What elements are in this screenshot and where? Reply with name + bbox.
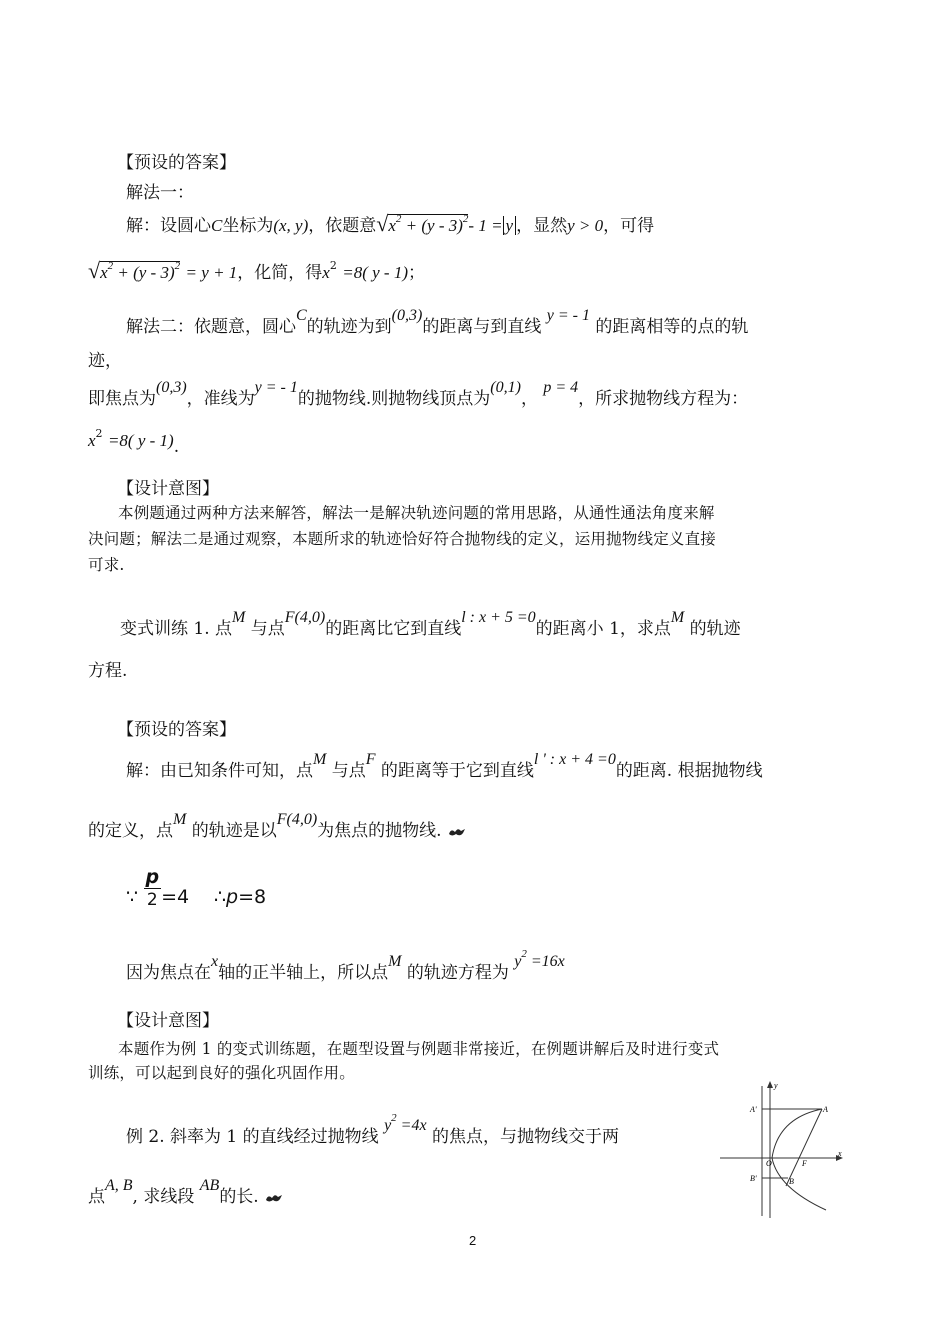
answer-2-formula xyxy=(126,866,266,916)
text: 的轨迹为到 xyxy=(306,317,392,337)
math: p xyxy=(226,886,239,908)
math: C xyxy=(296,307,307,324)
math: =4 xyxy=(161,886,190,908)
exercise-1-line-1 xyxy=(120,609,741,641)
text: . xyxy=(173,437,180,457)
design-1-line-2: 决问题；解法二是通过观察，本题所求的轨迹恰好符合抛物线的定义，运用抛物线定义直接 xyxy=(88,530,717,548)
text: 的轨迹 xyxy=(689,619,741,639)
text: 即焦点为 xyxy=(88,389,156,409)
text: 变式训练 1. 点 xyxy=(120,619,233,639)
text: ，依题意 xyxy=(308,216,377,236)
denominator: 2 xyxy=(146,890,158,910)
answer-2-line-4 xyxy=(126,948,565,986)
math: F(4,0) xyxy=(276,811,318,828)
text: 的距离相等的点的轨 xyxy=(595,317,749,337)
sup: 2 xyxy=(174,260,181,272)
y-axis-arrow xyxy=(767,1081,773,1088)
page-number: 2 xyxy=(469,1233,477,1248)
sup: 2 xyxy=(521,948,527,960)
text: 的轨迹是以 xyxy=(191,821,277,841)
text: , 求线段 xyxy=(132,1187,195,1207)
exercise-1-line-2: 方程. xyxy=(88,661,128,681)
method-2-line-4 xyxy=(88,427,180,457)
design-1-line-3: 可求. xyxy=(88,556,125,574)
math: M xyxy=(173,811,187,828)
decorative-glyph-icon xyxy=(447,826,467,838)
math: =4x xyxy=(400,1117,427,1134)
answer-2-line-1 xyxy=(126,751,763,783)
abs-y: y xyxy=(503,216,517,235)
math: l ' : x + 4 =0 xyxy=(533,751,616,768)
label-b: B xyxy=(789,1177,794,1186)
fraction-p-over-2 xyxy=(144,866,162,911)
example-2-line-2 xyxy=(88,1177,284,1209)
method-2-line-3 xyxy=(88,379,749,411)
design-2-line-2: 训练，可以起到良好的强化巩固作用。 xyxy=(88,1064,355,1082)
math: = y + 1 xyxy=(185,263,238,282)
math: l : x + 5 =0 xyxy=(461,609,536,626)
label-a-prime: A' xyxy=(750,1105,757,1114)
math: M xyxy=(670,609,685,626)
math: x xyxy=(211,953,219,970)
sup: 2 xyxy=(95,427,103,440)
text: 与点 xyxy=(250,619,285,639)
math: M xyxy=(232,609,246,626)
method-1-line-1 xyxy=(126,213,654,239)
math: - 1 = xyxy=(468,216,503,235)
decorative-glyph-icon xyxy=(264,1192,284,1204)
text: 的距离. 根据抛物线 xyxy=(615,761,763,781)
math: y = - 1 xyxy=(254,379,298,396)
math: (0,3) xyxy=(391,307,423,324)
label-a: A xyxy=(823,1105,828,1114)
math-coord: (x, y) xyxy=(273,216,309,235)
math: AB xyxy=(199,1177,220,1194)
text: 点 xyxy=(88,1187,105,1207)
text: ，准线为 xyxy=(186,389,255,409)
example-2-line-1 xyxy=(126,1112,619,1150)
math: =8( y - 1) xyxy=(342,263,409,282)
text: 轴的正半轴上，所以点 xyxy=(218,963,389,983)
text: 坐标为 xyxy=(222,216,274,236)
math: A, B xyxy=(105,1177,133,1194)
math: =16x xyxy=(530,953,565,970)
design-heading-1: 【设计意图】 xyxy=(117,479,219,499)
text: ，化简，得 xyxy=(237,263,323,283)
method-2-line-1 xyxy=(126,307,749,339)
sup: 2 xyxy=(462,213,469,225)
text: 的距离等于它到直线 xyxy=(380,761,534,781)
math: y = - 1 xyxy=(546,307,590,324)
text: 解法二：依题意，圆心 xyxy=(126,317,296,337)
math: F(4,0) xyxy=(284,609,326,626)
math: x xyxy=(322,263,330,282)
text: 的距离小 1，求点 xyxy=(535,619,671,639)
sup: 2 xyxy=(107,260,114,272)
math: F xyxy=(365,751,376,768)
sup: 2 xyxy=(395,213,402,225)
text: 的定义，点 xyxy=(88,821,173,841)
label-y: y xyxy=(774,1081,778,1090)
text: ，所求抛物线方程为： xyxy=(578,389,749,409)
math: x xyxy=(88,431,96,450)
math: x xyxy=(388,216,396,235)
parabola-curve xyxy=(772,1109,826,1210)
text: 因为焦点在 xyxy=(126,963,211,983)
sup: 2 xyxy=(329,259,337,272)
math-c: C xyxy=(211,216,223,235)
text: ， xyxy=(520,389,538,409)
method-1-title: 解法一： xyxy=(126,183,194,203)
math xyxy=(514,948,565,970)
sqrt-expression: $√x^2 + (y - 3)^2$ xyxy=(88,258,181,283)
parabola-figure xyxy=(716,1078,850,1222)
math: y xyxy=(384,1117,392,1134)
math xyxy=(384,1112,427,1134)
answer-2-line-2 xyxy=(88,811,467,843)
text: ，可得 xyxy=(603,216,655,236)
chord-ab xyxy=(786,1109,822,1186)
therefore-symbol: ∴ xyxy=(213,886,227,908)
design-1-line-1: 本例题通过两种方法来解答，解法一是解决轨迹问题的常用思路，从通性通法角度来解 xyxy=(118,504,715,522)
math: y > 0 xyxy=(567,216,604,235)
text: 的距离比它到直线 xyxy=(325,619,462,639)
text: 例 2. 斜率为 1 的直线经过抛物线 xyxy=(126,1127,379,1147)
text: 的长. xyxy=(219,1187,259,1207)
text: 的距离与到直线 xyxy=(422,317,542,337)
answer-heading-2: 【预设的答案】 xyxy=(117,720,236,740)
text: 的抛物线.则抛物线顶点为 xyxy=(297,389,491,409)
math: M xyxy=(313,751,327,768)
text: 解：设圆心 xyxy=(126,216,211,236)
method-1-line-2 xyxy=(88,260,425,286)
math: p = 4 xyxy=(543,379,579,396)
text: 为焦点的抛物线. xyxy=(317,821,442,841)
text: 的轨迹方程为 xyxy=(406,963,509,983)
label-b-prime: B' xyxy=(750,1174,757,1183)
sup: 2 xyxy=(391,1112,397,1124)
numerator: p xyxy=(145,866,160,888)
math: x xyxy=(100,263,108,282)
method-2-line-2: 迹， xyxy=(88,351,122,371)
math: y xyxy=(514,953,522,970)
math: (0,3) xyxy=(156,379,187,396)
text: ，显然 xyxy=(516,216,568,236)
design-heading-2: 【设计意图】 xyxy=(117,1011,219,1031)
math: =8( y - 1) xyxy=(107,431,174,450)
math: + (y - 3) xyxy=(405,216,463,235)
text: 解：由已知条件可知，点 xyxy=(126,761,313,781)
text: 的焦点，与抛物线交于两 xyxy=(431,1127,619,1147)
sqrt-expression: $√x^2 + (y - 3)^2$ xyxy=(376,211,469,236)
math: (0,1) xyxy=(490,379,521,396)
label-f: F xyxy=(802,1159,807,1168)
math: =8 xyxy=(238,886,267,908)
math: + (y - 3) xyxy=(117,263,175,282)
because-symbol: ∵ xyxy=(126,886,139,908)
text: 与点 xyxy=(331,761,366,781)
text: ； xyxy=(408,263,426,283)
math: M xyxy=(388,953,402,970)
answer-heading-1: 【预设的答案】 xyxy=(117,153,236,173)
label-x: x xyxy=(838,1149,842,1158)
label-o: O xyxy=(766,1159,772,1168)
design-2-line-1: 本题作为例 1 的变式训练题，在题型设置与例题非常接近，在例题讲解后及时进行变式 xyxy=(118,1040,720,1058)
